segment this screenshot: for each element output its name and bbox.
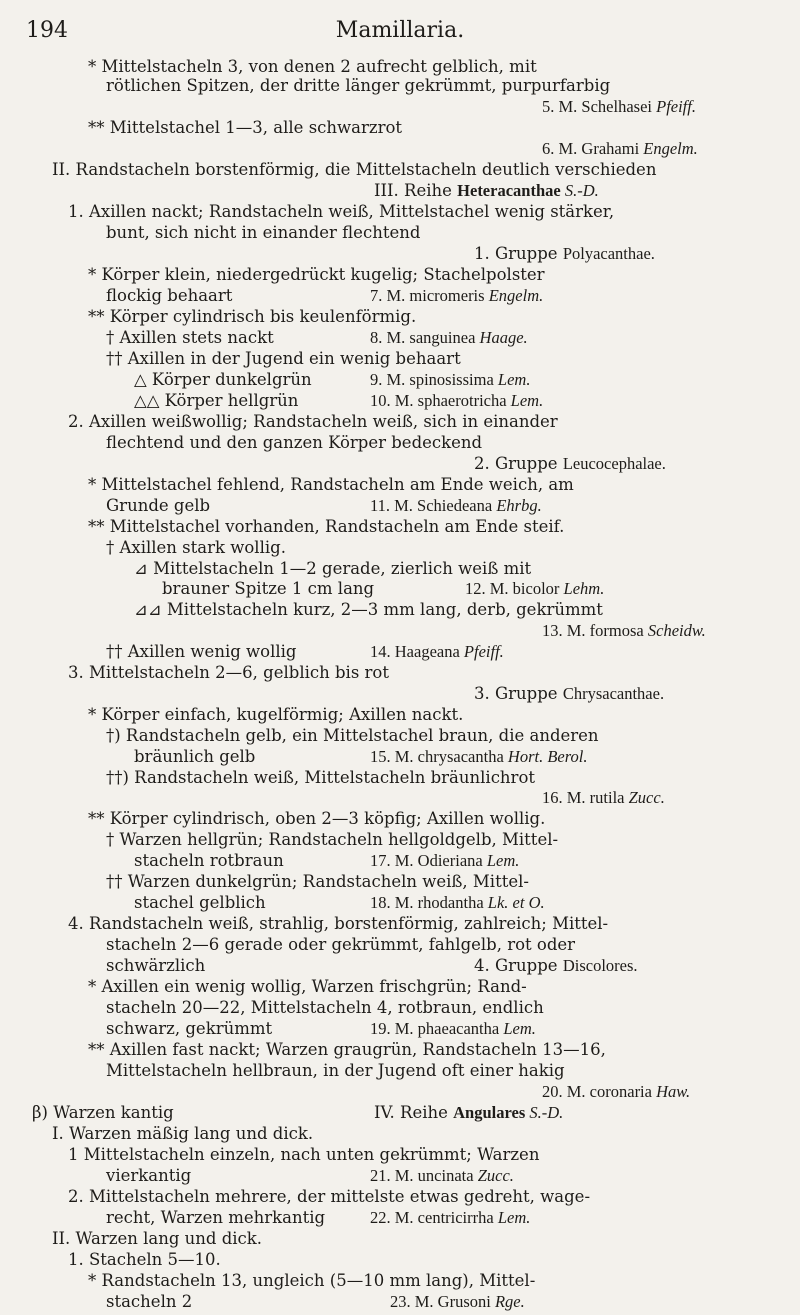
text-segment: 22. M. centricirrha [370, 1208, 498, 1227]
text-segment: 7. M. micromeris [370, 286, 489, 305]
text-segment: stachel gelblich [134, 893, 266, 912]
text-segment: ** Mittelstachel vorhanden, Randstacheln am Ende steif. [88, 517, 565, 536]
text-line [0, 201, 800, 223]
text-segment: II. Warzen lang und dick. [52, 1229, 263, 1248]
text-run [106, 1165, 191, 1187]
text-line [0, 976, 800, 998]
text-segment: 23. M. Grusoni [390, 1292, 495, 1311]
text-line [0, 746, 800, 768]
text-line [0, 495, 800, 517]
text-run [88, 976, 527, 998]
text-segment: †† Axillen in der Jugend ein wenig behaart [106, 349, 461, 368]
text-run [542, 1081, 690, 1103]
text-line [0, 913, 800, 935]
text-run [134, 746, 255, 768]
text-segment: stacheln 2 [106, 1292, 193, 1311]
text-segment: 14. Haageana [370, 642, 464, 661]
text-run [542, 787, 665, 809]
text-segment: ** Mittelstachel 1—3, alle schwarzrot [88, 118, 403, 137]
text-line [0, 1270, 800, 1292]
text-run [474, 243, 655, 265]
text-line [0, 683, 800, 705]
text-run [370, 746, 588, 768]
text-run [474, 453, 666, 475]
text-segment: 11. M. Schiedeana [370, 496, 497, 515]
text-run [370, 495, 542, 517]
text-line [0, 222, 800, 244]
text-segment: 6. M. Grahami [542, 139, 644, 158]
text-line [0, 369, 800, 391]
text-run [106, 285, 232, 307]
text-segment: Lem. [503, 1019, 536, 1038]
text-line [0, 1249, 800, 1271]
text-line [0, 390, 800, 412]
text-segment: vierkantig [106, 1166, 192, 1185]
text-line [0, 411, 800, 433]
text-segment: Engelm. [488, 286, 544, 305]
text-run [106, 222, 420, 244]
text-run [370, 369, 530, 391]
text-segment: 18. M. rhodantha [370, 893, 488, 912]
text-line [0, 578, 800, 600]
text-segment: IV. Reihe [374, 1103, 454, 1122]
text-segment: 1. Gruppe [474, 244, 563, 263]
text-segment: rötlichen Spitzen, der dritte länger gekrümmt, purpurfarbig [106, 76, 611, 95]
text-run [106, 641, 296, 663]
text-segment: †† Warzen dunkelgrün; Randstacheln weiß, Mittel- [106, 872, 529, 891]
text-run [162, 578, 374, 600]
text-line [0, 1123, 800, 1145]
text-run [134, 369, 312, 391]
text-segment: bunt, sich nicht in einander flechtend [106, 223, 421, 242]
text-line [0, 306, 800, 328]
text-segment: 1. Axillen nackt; Randstacheln weiß, Mittelstachel wenig stärker, [68, 202, 615, 221]
text-segment: stacheln 2—6 gerade oder gekrümmt, fahlgelb, rot oder [106, 935, 576, 954]
text-segment: I. Warzen mäßig lang und dick. [52, 1124, 314, 1143]
text-run [106, 1207, 325, 1229]
text-line [0, 934, 800, 956]
text-segment: Hort. Berol. [507, 747, 588, 766]
text-segment: * Mittelstachel fehlend, Randstacheln am Ende weich, am [88, 475, 574, 494]
text-line [0, 787, 800, 809]
text-segment: Lem. [497, 370, 531, 389]
text-run [68, 411, 558, 433]
text-segment: Zucc. [628, 788, 665, 807]
text-run [474, 955, 638, 977]
text-run [88, 1270, 535, 1292]
text-segment: 16. M. rutila [542, 788, 629, 807]
text-run [106, 1291, 192, 1313]
text-line [0, 1018, 800, 1040]
text-line [0, 1039, 800, 1061]
text-segment: Chrysacanthae. [562, 684, 665, 703]
text-line [0, 1102, 800, 1124]
text-line [0, 348, 800, 370]
text-segment: † Axillen stets nackt [106, 328, 274, 347]
text-line [0, 327, 800, 349]
text-segment: Angulares [453, 1103, 530, 1122]
text-segment: schwarz, gekrümmt [106, 1019, 273, 1038]
text-run [106, 348, 461, 370]
text-line [0, 725, 800, 747]
text-line [0, 285, 800, 307]
text-segment: ††) Randstacheln weiß, Mittelstacheln bräunlichrot [106, 768, 536, 787]
text-run [68, 1144, 539, 1166]
text-run [390, 1291, 525, 1313]
text-run [88, 264, 545, 286]
text-segment: Lem. [486, 851, 520, 870]
text-segment: Ehrbg. [496, 496, 542, 515]
running-header [0, 18, 800, 52]
text-line [0, 138, 800, 160]
text-segment: Pfeiff. [656, 97, 696, 116]
text-segment: Leucocephalae. [562, 454, 666, 473]
text-segment: II. Randstacheln borstenförmig, die Mittelstacheln deutlich verschieden [52, 160, 657, 179]
text-line [0, 829, 800, 851]
text-segment: △ Körper dunkelgrün [134, 370, 312, 389]
text-line [0, 117, 800, 139]
text-segment: △△ Körper hellgrün [134, 391, 299, 410]
text-line [0, 1291, 800, 1313]
text-line [0, 892, 800, 914]
text-segment: ** Körper cylindrisch bis keulenförmig. [88, 307, 417, 326]
text-segment: * Axillen ein wenig wollig, Warzen frischgrün; Rand- [88, 977, 527, 996]
text-run [106, 432, 482, 454]
text-run [68, 201, 614, 223]
text-run [106, 955, 205, 977]
text-run [106, 75, 610, 97]
text-line [0, 850, 800, 872]
text-run [88, 808, 545, 830]
text-run [52, 1123, 313, 1145]
text-run [134, 599, 603, 621]
text-segment: 3. Mittelstacheln 2—6, gelblich bis rot [68, 663, 390, 682]
text-run [106, 767, 535, 789]
text-run [106, 1060, 565, 1082]
text-run [52, 1228, 262, 1250]
page-number: 194 [26, 18, 68, 43]
text-line [0, 955, 800, 977]
text-segment: brauner Spitze 1 cm lang [162, 579, 375, 598]
text-run [68, 913, 608, 935]
text-segment: Mittelstacheln hellbraun, in der Jugend oft einer hakig [106, 1061, 565, 1080]
text-segment: * Körper klein, niedergedrückt kugelig; Stachelpolster [88, 265, 545, 284]
text-line [0, 453, 800, 475]
text-run [106, 327, 274, 349]
text-segment: Lem. [510, 391, 544, 410]
text-run [370, 641, 504, 663]
text-run [106, 997, 544, 1019]
text-line [0, 474, 800, 496]
text-run [474, 683, 664, 705]
text-line [0, 243, 800, 265]
text-segment: Polyacanthae. [562, 244, 655, 263]
text-run [374, 1102, 563, 1124]
text-segment: * Randstacheln 13, ungleich (5—10 mm lang), Mittel- [88, 1271, 536, 1290]
text-segment: schwärzlich [106, 956, 206, 975]
text-run [88, 704, 463, 726]
text-line [0, 1207, 800, 1229]
text-segment: 8. M. sanguinea [370, 328, 480, 347]
text-segment: 20. M. coronaria [542, 1082, 657, 1101]
text-run [68, 1186, 590, 1208]
text-segment: 21. M. uncinata [370, 1166, 478, 1185]
text-line [0, 1165, 800, 1187]
text-segment: Zucc. [477, 1166, 514, 1185]
text-line [0, 159, 800, 181]
text-segment: 9. M. spinosissima [370, 370, 498, 389]
text-segment: flechtend und den ganzen Körper bedeckend [106, 433, 483, 452]
text-segment: 4. Randstacheln weiß, strahlig, borstenförmig, zahlreich; Mittel- [68, 914, 609, 933]
text-run [106, 537, 286, 559]
text-segment: 15. M. chrysacantha [370, 747, 508, 766]
text-line [0, 997, 800, 1019]
text-run [134, 390, 298, 412]
text-segment: Haw. [656, 1082, 691, 1101]
text-line [0, 1081, 800, 1103]
text-run [106, 725, 599, 747]
text-run [106, 934, 575, 956]
text-line [0, 620, 800, 642]
text-run [374, 180, 599, 202]
text-run [52, 159, 656, 181]
text-segment: * Mittelstacheln 3, von denen 2 aufrecht gelblich, mit [88, 57, 537, 76]
text-segment: † Axillen stark wollig. [106, 538, 286, 557]
text-segment: bräunlich gelb [134, 747, 256, 766]
text-run [465, 578, 604, 600]
text-segment: 19. M. phaeacantha [370, 1019, 504, 1038]
text-line [0, 264, 800, 286]
text-segment: 5. [542, 97, 559, 116]
text-segment: 13. M. formosa [542, 621, 648, 640]
text-run [134, 850, 284, 872]
text-run [542, 96, 696, 118]
text-run [106, 871, 529, 893]
text-segment: Discolores. [562, 956, 638, 975]
text-run [88, 516, 564, 538]
text-segment: β) Warzen kantig [32, 1103, 174, 1122]
text-segment: ⊿⊿ Mittelstacheln kurz, 2—3 mm lang, derb, gekrümmt [134, 600, 603, 619]
text-line [0, 1228, 800, 1250]
text-segment: 2. Axillen weißwollig; Randstacheln weiß, sich in einander [68, 412, 558, 431]
text-line [0, 704, 800, 726]
text-segment: ⊿ Mittelstacheln 1—2 gerade, zierlich weiß mit [134, 559, 532, 578]
text-segment: † Warzen hellgrün; Randstacheln hellgoldgelb, Mittel- [106, 830, 559, 849]
text-run [134, 892, 266, 914]
text-line [0, 808, 800, 830]
text-line [0, 558, 800, 580]
text-line [0, 1186, 800, 1208]
text-line [0, 96, 800, 118]
text-line [0, 599, 800, 621]
text-line [0, 871, 800, 893]
text-run [32, 1102, 174, 1124]
text-run [68, 1249, 221, 1271]
text-segment: recht, Warzen mehrkantig [106, 1208, 326, 1227]
text-line [0, 516, 800, 538]
text-segment: †† Axillen wenig wollig [106, 642, 297, 661]
text-line [0, 1060, 800, 1082]
text-segment: Lem. [497, 1208, 531, 1227]
text-run [106, 495, 210, 517]
text-line [0, 75, 800, 97]
text-segment: 17. M. Odieriana [370, 851, 487, 870]
text-line [0, 767, 800, 789]
text-segment: 1. Stacheln 5—10. [68, 1250, 221, 1269]
text-line [0, 1144, 800, 1166]
text-segment: 1 Mittelstacheln einzeln, nach unten gekrümmt; Warzen [68, 1145, 540, 1164]
text-segment: stacheln rotbraun [134, 851, 284, 870]
text-line [0, 537, 800, 559]
text-segment: III. Reihe [374, 181, 458, 200]
text-run [370, 390, 543, 412]
text-run [542, 138, 698, 160]
text-run [88, 474, 574, 496]
text-run [370, 1018, 536, 1040]
text-line [0, 641, 800, 663]
text-segment: Grunde gelb [106, 496, 211, 515]
text-run [106, 829, 558, 851]
text-run [370, 850, 519, 872]
text-run [542, 620, 706, 642]
text-run [370, 1207, 530, 1229]
text-line [0, 180, 800, 202]
text-line [0, 432, 800, 454]
text-segment: S.-D. [529, 1103, 564, 1122]
text-segment: 10. M. sphaerotricha [370, 391, 511, 410]
text-run [88, 1039, 606, 1061]
text-segment: S.-D. [564, 181, 599, 200]
text-segment: 3. Gruppe [474, 684, 563, 703]
text-segment: ** Axillen fast nackt; Warzen graugrün, Randstacheln 13—16, [88, 1040, 606, 1059]
text-segment: Pfeiff. [463, 642, 504, 661]
text-run [88, 117, 402, 139]
text-segment: 2. Gruppe [474, 454, 563, 473]
text-segment: stacheln 20—22, Mittelstacheln 4, rotbraun, endlich [106, 998, 544, 1017]
running-title: Mamillaria. [335, 18, 465, 43]
text-segment: Lk. et O. [487, 893, 545, 912]
text-run [134, 558, 531, 580]
text-segment: Scheidw. [647, 621, 706, 640]
text-segment: Heteracanthae [457, 181, 565, 200]
text-run [370, 327, 528, 349]
text-run [370, 892, 545, 914]
text-segment: flockig behaart [106, 286, 233, 305]
text-segment: 12. M. bicolor [465, 579, 564, 598]
text-segment: Engelm. [643, 139, 698, 158]
text-run [88, 306, 416, 328]
text-segment: Rge. [494, 1292, 525, 1311]
text-segment: 2. Mittelstacheln mehrere, der mittelste etwas gedreht, wage- [68, 1187, 591, 1206]
text-run [68, 662, 389, 684]
text-segment: * Körper einfach, kugelförmig; Axillen nackt. [88, 705, 464, 724]
text-segment: Haage. [479, 328, 528, 347]
text-segment: †) Randstacheln gelb, ein Mittelstachel braun, die anderen [106, 726, 599, 745]
text-segment: 4. Gruppe [474, 956, 563, 975]
text-run [106, 1018, 272, 1040]
text-segment: Lehm. [563, 579, 605, 598]
text-segment: ** Körper cylindrisch, oben 2—3 köpfig; Axillen wollig. [88, 809, 546, 828]
text-segment: M. Schelhasei [558, 97, 657, 116]
text-run [370, 285, 543, 307]
text-run [370, 1165, 514, 1187]
text-line [0, 662, 800, 684]
